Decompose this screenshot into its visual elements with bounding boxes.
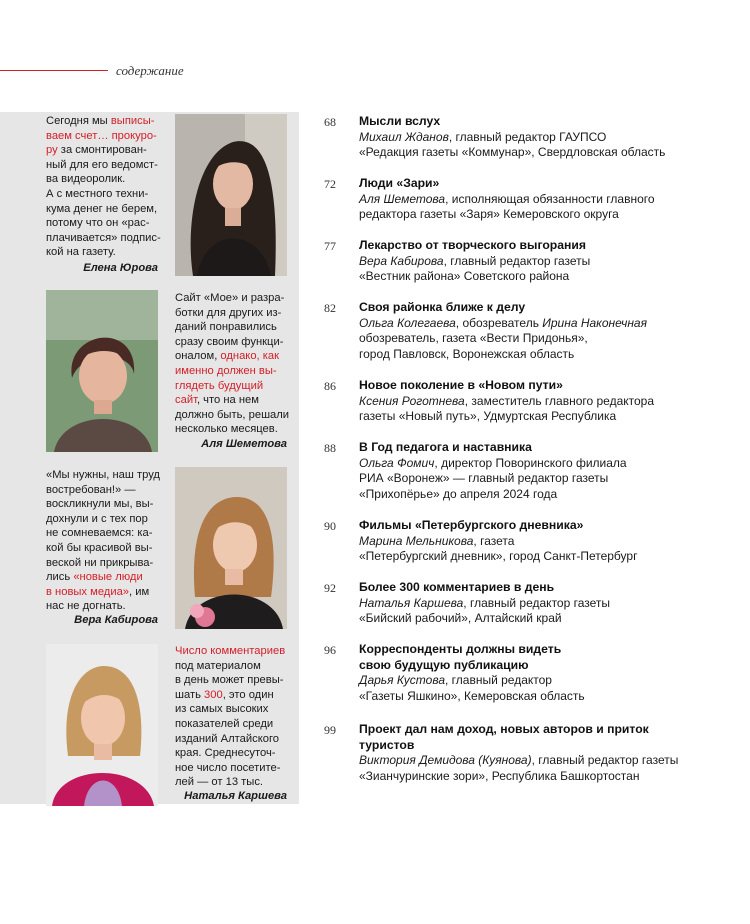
quote-text: веской ни прикрыва-	[46, 556, 154, 569]
toc-title: свою будущую публикацию	[359, 657, 529, 672]
quote-author: Вера Кабирова	[74, 614, 158, 626]
quote-text: лей — от 13 тыс.	[175, 776, 264, 789]
photo-vera-kabirova	[175, 467, 287, 629]
toc-title: Своя районка ближе к делу	[359, 300, 526, 314]
toc-page-number: 82	[324, 301, 336, 315]
quote-text: кой на газету.	[46, 246, 116, 259]
quote-text: «Мы нужны, наш труд	[46, 469, 160, 481]
toc-page-number: 96	[324, 643, 336, 657]
toc-title: Более 300 комментариев в день	[359, 580, 555, 594]
quote-text: даний понравились	[175, 321, 277, 334]
toc-title: туристов	[359, 737, 415, 752]
quote-text: воскликнули мы, вы-	[46, 498, 154, 511]
toc-author: Дарья Кустова	[359, 673, 445, 688]
quote-text: лись	[46, 571, 74, 584]
quote-highlight: 300	[204, 688, 223, 701]
photo-natalya-karsheva	[46, 644, 158, 806]
toc-author-line	[359, 456, 749, 472]
toc-page-number: 72	[324, 177, 336, 191]
photo-elena-yurova	[175, 114, 287, 276]
header-rule	[0, 70, 108, 71]
quote-text: кума денег не берем,	[46, 202, 158, 215]
quote-text: , это один	[222, 688, 274, 701]
quote-highlight: ваем счет… прокуро-	[46, 129, 157, 142]
toc-org-line: газеты «Новый путь», Удмуртская Республика	[359, 409, 617, 424]
quote-text: потому что он «рас-	[46, 217, 150, 230]
toc-page-number: 68	[324, 115, 336, 129]
toc-page-number: 88	[324, 441, 336, 455]
quote-highlight: сайт	[175, 394, 197, 407]
toc-role: , исполняющая обязанности главного	[445, 191, 655, 206]
quote-highlight: Число комментариев	[175, 645, 286, 657]
toc-org-line: «Петербургский дневник», город Санкт-Петербург	[359, 549, 638, 564]
section-title: содержание	[116, 63, 184, 78]
quote-natalya-karsheva	[175, 644, 293, 790]
toc-author-line	[359, 130, 749, 146]
toc-author: Марина Мельникова	[359, 533, 474, 548]
toc-org-line: «Бийский рабочий», Алтайский край	[359, 611, 562, 626]
quote-author: Наталья Каршева	[184, 790, 287, 802]
quote-highlight: в новых медиа»	[46, 585, 130, 598]
toc-role: , обозреватель	[455, 315, 543, 330]
toc-author: Аля Шеметова	[359, 191, 446, 206]
quote-alya-shemetova	[175, 291, 293, 437]
quote-highlight: однако, как	[220, 350, 280, 363]
toc-org-line: «Редакция газеты «Коммунар», Свердловская область	[359, 145, 666, 160]
toc-title: Люди «Зари»	[359, 176, 440, 190]
quote-text: ботки для других из-	[175, 306, 282, 319]
quote-text: должно быть, решали	[175, 408, 290, 421]
toc-author: Ирина Наконечная	[542, 315, 648, 330]
quote-text: ный для его ведомст-	[46, 158, 158, 171]
toc-title: Лекарство от творческого выгорания	[359, 238, 586, 252]
toc-role: , заместитель главного редактора	[464, 393, 655, 408]
toc-title: Фильмы «Петербургского дневника»	[359, 518, 584, 532]
toc-title: Корреспонденты должны видеть	[359, 642, 562, 656]
quote-text: сразу своим функци-	[175, 335, 284, 348]
toc-author-line	[359, 596, 749, 612]
toc-role: , главный редактор ГАУПСО	[448, 129, 607, 144]
toc-org-line: «Зианчуринские зори», Республика Башкортостан	[359, 768, 640, 783]
toc-author-line	[359, 254, 749, 270]
quote-text: показателей среди	[175, 717, 274, 730]
toc-org-line: обозреватель, газета «Вести Придонья»,	[359, 331, 588, 346]
quote-text: несколько месяцев.	[175, 423, 278, 436]
quote-text: под материалом	[175, 659, 261, 672]
quote-text: , что на нем	[196, 394, 259, 407]
quote-text: кой бы красивой вы-	[46, 541, 153, 554]
toc-role: , главный редактор	[445, 673, 552, 688]
quote-text: дохнули и с тех пор	[46, 512, 148, 525]
quote-text: края. Среднесуточ-	[175, 747, 276, 760]
toc-title: В Год педагога и наставника	[359, 440, 532, 454]
toc-author-line	[359, 394, 749, 410]
quote-text: Сайт «Мое» и разра-	[175, 292, 285, 304]
quote-text: плачивается» подпис-	[46, 231, 161, 244]
toc-page-number: 77	[324, 239, 336, 253]
toc-author-line	[359, 192, 749, 208]
toc-role: , директор Поворинского филиала	[434, 455, 627, 470]
toc-author: Михаил Жданов	[359, 129, 449, 144]
quote-text: в день может превы-	[175, 674, 284, 687]
toc-author: Наталья Каршева	[359, 595, 464, 610]
toc-author: Ольга Фомич	[359, 455, 435, 470]
toc-author-line	[359, 673, 749, 689]
quote-text: за смонтирован-	[57, 144, 147, 157]
quote-highlight: выписы-	[110, 115, 155, 127]
toc-title: Проект дал нам доход, новых авторов и приток	[359, 722, 649, 736]
toc-author-line	[359, 316, 749, 332]
toc-page-number: 92	[324, 581, 336, 595]
toc-role: , главный редактор газеты	[443, 253, 591, 268]
quote-author: Елена Юрова	[83, 262, 158, 274]
toc-title: Новое поколение в «Новом пути»	[359, 378, 563, 392]
quote-highlight: ру	[46, 144, 58, 157]
toc-author-line	[359, 534, 749, 550]
toc-author: Вера Кабирова	[359, 253, 444, 268]
photo-alya-shemetova	[46, 290, 158, 452]
toc-org-line: «Прихопёрье» до апреля 2024 года	[359, 486, 558, 501]
toc-org-line: «Газеты Яшкино», Кемеровская область	[359, 688, 585, 703]
quote-text: нас не догнать.	[46, 600, 126, 613]
quote-highlight: именно должен вы-	[175, 364, 277, 377]
toc-org-line: редактора газеты «Заря» Кемеровского округа	[359, 207, 619, 222]
toc-role: , главный редактор газеты	[463, 595, 611, 610]
toc-title: Мысли вслух	[359, 114, 441, 128]
toc-page-number: 86	[324, 379, 336, 393]
quote-text: А с местного техни-	[46, 187, 149, 200]
quote-highlight: «новые люди	[73, 571, 143, 584]
quote-text: шать	[175, 688, 205, 701]
toc-author: Ольга Колегаева	[359, 315, 456, 330]
quote-vera-kabirova	[46, 468, 170, 614]
quote-text: Сегодня мы	[46, 115, 111, 127]
toc-page-number: 90	[324, 519, 336, 533]
quote-text: из самых высоких	[175, 703, 269, 716]
toc-author: Виктория Демидова (Куянова)	[359, 753, 532, 768]
quote-text: ное число посетите-	[175, 761, 281, 774]
toc-org-line: город Павловск, Воронежская область	[359, 346, 575, 361]
quote-text: оналом,	[175, 350, 221, 363]
quote-author: Аля Шеметова	[201, 438, 287, 450]
quote-text: изданий Алтайского	[175, 732, 280, 745]
quote-text: востребован!» —	[46, 483, 136, 496]
toc-org-line: «Вестник района» Советского района	[359, 269, 570, 284]
toc-page-number: 99	[324, 723, 336, 737]
quote-text: ва видеоролик.	[46, 173, 126, 186]
toc-author: Ксения Роготнева	[359, 393, 465, 408]
quote-highlight: глядеть будущий	[175, 379, 264, 392]
toc-role: , главный редактор газеты	[531, 753, 679, 768]
toc-role: , газета	[473, 533, 515, 548]
toc-author-line	[359, 753, 749, 769]
quote-text: , им	[129, 585, 150, 598]
toc-org-line: РИА «Воронеж» — главный редактор газеты	[359, 471, 609, 486]
quote-elena-yurova	[46, 114, 170, 260]
quote-text: не сомневаемся: ка-	[46, 527, 153, 540]
